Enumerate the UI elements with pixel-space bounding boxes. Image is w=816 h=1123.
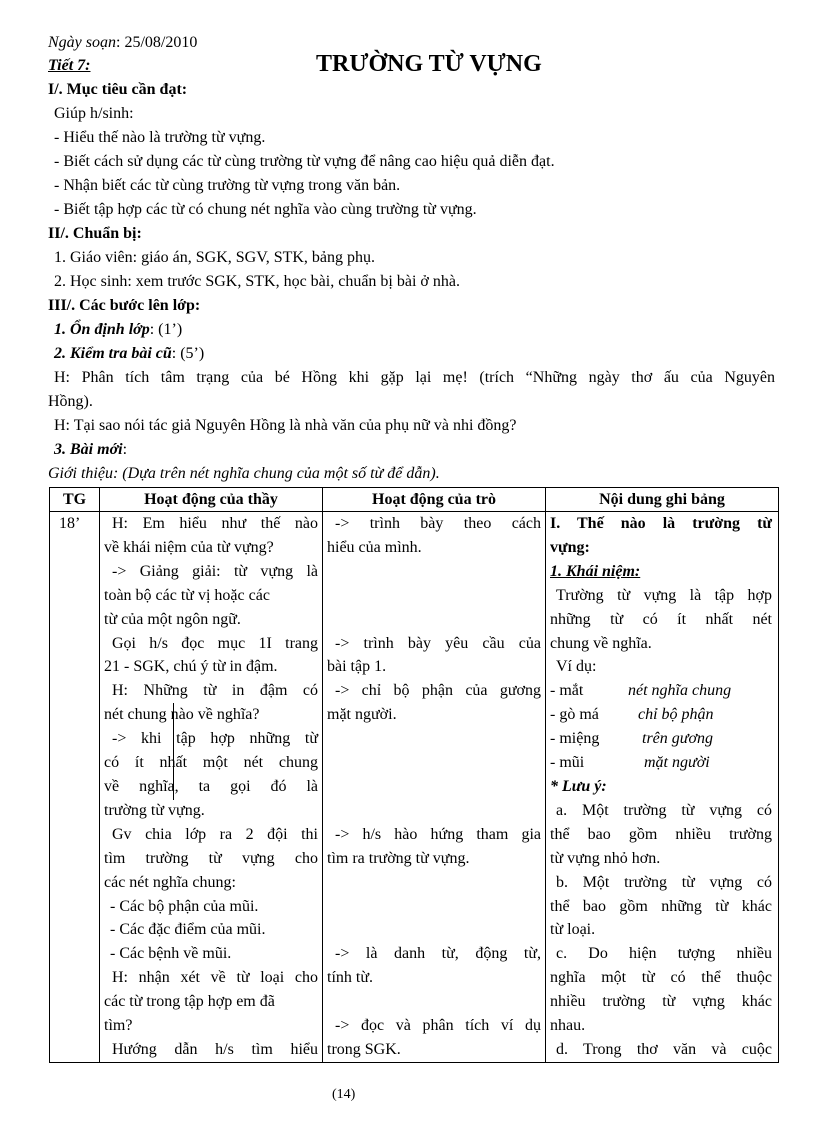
- note-line: thể bao gồm những từ khác: [550, 897, 772, 915]
- example-note: chỉ bộ phận: [638, 706, 714, 724]
- teacher-line: H: Em hiểu như thế nào: [112, 515, 318, 532]
- student-line: [327, 584, 541, 608]
- example-word: - mắt: [550, 682, 584, 700]
- table-bottom-border: [49, 1062, 779, 1063]
- student-line: tìm ra trường từ vựng.: [327, 849, 470, 867]
- student-line: -> là danh từ, động từ,: [335, 945, 541, 963]
- example-word: - mũi: [550, 754, 585, 772]
- teacher-line: 21 - SGK, chú ý từ in đậm.: [104, 658, 278, 676]
- note-line: b. Một trường từ vựng có: [556, 873, 772, 891]
- step3: [54, 440, 127, 460]
- note-line: từ loại.: [550, 921, 596, 939]
- content-definition: những từ có ít nhất nét: [550, 610, 772, 628]
- table-col-border: [99, 487, 100, 1063]
- note-line: nghĩa một từ có thể thuộc: [550, 969, 772, 987]
- student-line: [327, 727, 541, 751]
- prep-date-value: : 25/08/2010: [116, 34, 198, 51]
- teacher-line: -> khi tập hợp những từ: [112, 730, 318, 748]
- teacher-line: H: nhận xét về từ loại cho: [112, 969, 318, 987]
- step2: [54, 344, 204, 364]
- teacher-line: - Các bệnh về mũi.: [110, 945, 232, 963]
- example-note: mặt người: [644, 754, 710, 772]
- teacher-line: về khái niệm của từ vựng?: [104, 538, 274, 556]
- example-row: [550, 727, 772, 751]
- review-question-2: H: Tại sao nói tác giả Nguyên Hồng là nhà văn của phụ nữ và nhi đồng?: [54, 417, 517, 434]
- content-heading-cont: vựng:: [550, 538, 590, 556]
- note-line: thể bao gồm nhiều trường: [550, 825, 772, 843]
- note-line: nhiều trường từ vựng khác: [550, 993, 772, 1011]
- teacher-line: từ của một ngôn ngữ.: [104, 610, 241, 628]
- example-word: - gò má: [550, 706, 599, 724]
- intro-note: Giới thiệu: (Dựa trên nét nghĩa chung của một số từ để dẫn).: [48, 465, 440, 482]
- table-header-time: TG: [62, 491, 87, 508]
- prep-date: [48, 33, 197, 53]
- section2-heading: II/. Chuẩn bị:: [48, 225, 142, 242]
- student-line: -> trình bày yêu cầu của: [335, 634, 541, 652]
- student-line: -> đọc và phân tích ví dụ: [335, 1017, 541, 1035]
- student-column: [327, 512, 541, 1062]
- step1-rest: : (1’): [149, 321, 183, 338]
- page-number: (14): [332, 1087, 356, 1102]
- student-line: [327, 871, 541, 895]
- student-line: -> chỉ bộ phận của gương: [335, 682, 541, 700]
- step2-label: 2. Kiểm tra bài cũ: [54, 345, 172, 362]
- page-title: TRƯỜNG TỪ VỰNG: [316, 51, 542, 77]
- student-line: [327, 895, 541, 919]
- section1-item: - Nhận biết các từ cùng trường từ vựng trong văn bản.: [54, 177, 401, 194]
- note-line: c. Do hiện tượng nhiều: [556, 945, 772, 963]
- time-cell: 18’: [59, 515, 81, 532]
- table-col-border: [778, 487, 779, 1063]
- student-line: tính từ.: [327, 969, 374, 987]
- example-note: trên gương: [642, 730, 714, 748]
- note-line: từ vựng nhỏ hơn.: [550, 849, 661, 867]
- section1-heading: I/. Mục tiêu cần đạt:: [48, 81, 188, 98]
- section2-item: 2. Học sinh: xem trước SGK, STK, học bài, chuẩn bị bài ở nhà.: [54, 273, 460, 290]
- note-label: * Lưu ý:: [550, 777, 607, 795]
- student-line: [327, 775, 541, 799]
- content-heading: I. Thế nào là trường từ: [550, 515, 772, 532]
- section1-item: - Hiểu thế nào là trường từ vựng.: [54, 129, 266, 146]
- teacher-line: tìm?: [104, 1017, 133, 1035]
- note-line: d. Trong thơ văn và cuộc: [556, 1040, 772, 1058]
- table-col-border: [49, 487, 50, 1063]
- teacher-line: về nghĩa, ta gọi đó là: [104, 777, 318, 795]
- table-col-border: [545, 487, 546, 1063]
- step1-label: 1. Ổn định lớp: [54, 321, 150, 338]
- student-line: [327, 608, 541, 632]
- review-question-1: H: Phân tích tâm trạng của bé Hồng khi gặp lại mẹ! (trích “Những ngày thơ ấu của Nguyên: [54, 369, 775, 386]
- student-line: [327, 751, 541, 775]
- teacher-line: các từ trong tập hợp em đã: [104, 993, 275, 1011]
- teacher-line: - Các đặc điểm của mũi.: [110, 921, 266, 939]
- prep-date-label: Ngày soạn: [48, 34, 116, 51]
- student-line: bài tập 1.: [327, 658, 387, 676]
- section1-item: - Biết tập hợp các từ có chung nét nghĩa vào cùng trường từ vựng.: [54, 201, 477, 218]
- student-line: hiểu của mình.: [327, 538, 422, 556]
- student-line: -> h/s hào hứng tham gia: [335, 825, 541, 843]
- table-col-border: [322, 487, 323, 1063]
- teacher-line: Gv chia lớp ra 2 đội thi: [112, 825, 318, 843]
- review-question-1-cont: Hồng).: [48, 393, 93, 410]
- teacher-line: H: Những từ in đậm có: [112, 682, 318, 700]
- teacher-line: - Các bộ phận của mũi.: [110, 897, 259, 915]
- teacher-line: có ít nhất một nét chung: [104, 754, 318, 772]
- student-line: mặt người.: [327, 706, 397, 724]
- example-note: nét nghĩa chung: [628, 682, 732, 700]
- student-line: [327, 918, 541, 942]
- table-top-border: [49, 487, 779, 488]
- step2-rest: : (5’): [171, 345, 205, 362]
- section1-intro: Giúp h/sinh:: [54, 105, 134, 122]
- step1: [54, 320, 182, 340]
- example-word: - miệng: [550, 730, 600, 748]
- lesson-number: Tiết 7:: [48, 57, 91, 74]
- student-line: trong SGK.: [327, 1040, 401, 1058]
- table-header-teacher: Hoạt động của thầy: [144, 491, 278, 508]
- teacher-column: [104, 512, 318, 1062]
- content-definition: Trường từ vựng là tập hợp: [556, 586, 772, 604]
- teacher-line: nét chung nào về nghĩa?: [104, 706, 260, 724]
- teacher-line: tìm trường từ vựng cho: [104, 849, 318, 867]
- content-subheading: 1. Khái niệm:: [550, 562, 641, 580]
- example-row: [550, 703, 772, 727]
- section3-heading: III/. Các bước lên lớp:: [48, 297, 201, 314]
- student-line: [327, 799, 541, 823]
- student-line: -> trình bày theo cách: [335, 515, 541, 532]
- example-row: [550, 751, 772, 775]
- section1-item: - Biết cách sử dụng các từ cùng trường từ vựng để nâng cao hiệu quả diễn đạt.: [54, 153, 555, 170]
- step3-rest: :: [122, 441, 128, 458]
- teacher-line: Hướng dẫn h/s tìm hiểu: [112, 1040, 318, 1058]
- table-header-content: Nội dung ghi bảng: [599, 491, 725, 508]
- note-line: a. Một trường từ vựng có: [556, 801, 772, 819]
- example-label: Ví dụ:: [556, 658, 597, 676]
- content-column: [550, 512, 772, 1062]
- teacher-line: toàn bộ các từ vị hoặc các: [104, 586, 270, 604]
- teacher-line: -> Giảng giải: từ vựng là: [112, 562, 318, 580]
- teacher-line: các nét nghĩa chung:: [104, 873, 236, 891]
- content-definition: chung về nghĩa.: [550, 634, 652, 652]
- step3-label: 3. Bài mới: [54, 441, 123, 458]
- table-header-student: Hoạt động của trò: [372, 491, 496, 508]
- example-row: [550, 679, 772, 703]
- note-line: nhau.: [550, 1017, 586, 1035]
- teacher-line: Gọi h/s đọc mục 1I trang: [112, 634, 318, 652]
- teacher-line: trường từ vựng.: [104, 801, 205, 819]
- student-line: [327, 990, 541, 1014]
- section2-item: 1. Giáo viên: giáo án, SGK, SGV, STK, bảng phụ.: [54, 249, 376, 266]
- student-line: [327, 560, 541, 584]
